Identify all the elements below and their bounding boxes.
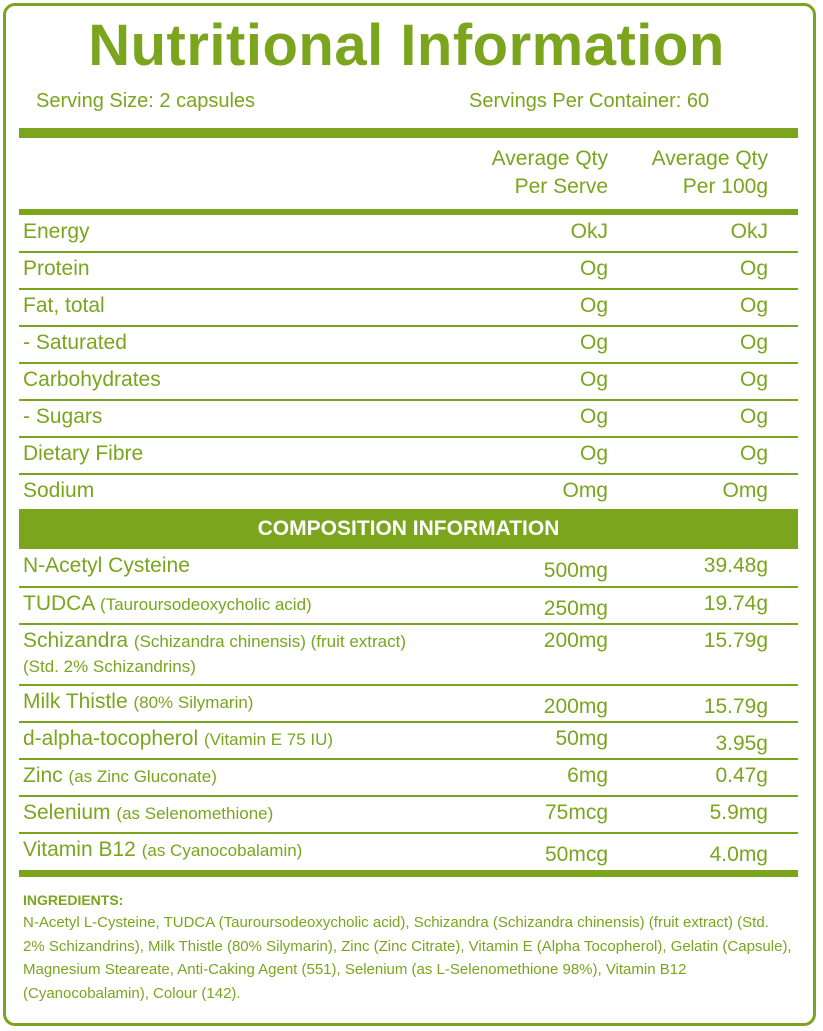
row-divider: [19, 436, 798, 438]
ingredient-name: Schizandra: [23, 629, 129, 652]
ingredient-name: N-Acetyl Cysteine: [23, 554, 190, 577]
per-serve-value: 500mg: [543, 559, 608, 582]
ingredient-name: Selenium: [23, 801, 111, 824]
per-serve-value: Og: [579, 294, 608, 317]
composition-header: COMPOSITION INFORMATION: [19, 509, 798, 549]
ingredient-detail: (as Selenomethione): [116, 804, 274, 823]
row-divider: [19, 721, 798, 723]
per-100g-value: Og: [739, 331, 768, 354]
nutrition-row: [19, 331, 798, 359]
row-divider: [19, 362, 798, 364]
per-100g-value: Og: [739, 442, 768, 465]
composition-row: [19, 764, 798, 795]
table-top-divider: [19, 209, 798, 215]
nutrition-row: [19, 479, 798, 507]
ingredients-divider: [19, 870, 798, 877]
per-serve-value: 200mg: [543, 629, 608, 652]
row-divider: [19, 795, 798, 797]
nutrition-row: [19, 294, 798, 322]
per-100g-value: Og: [739, 257, 768, 280]
ingredient-label: [23, 727, 333, 751]
per-serve-value: Og: [579, 442, 608, 465]
per-100g-value: Omg: [722, 479, 768, 502]
ingredient-detail: (as Zinc Gluconate): [68, 767, 217, 786]
nutrition-row: [19, 442, 798, 470]
composition-row: [19, 629, 798, 684]
per-100g-value: Og: [739, 294, 768, 317]
nutrient-label: Sodium: [23, 479, 95, 502]
ingredient-detail: (Tauroursodeoxycholic acid): [100, 595, 312, 614]
row-divider: [19, 758, 798, 760]
composition-row: [19, 554, 798, 586]
per-serve-value: 75mcg: [544, 801, 608, 824]
ingredient-detail-line2: (Std. 2% Schizandrins): [23, 657, 196, 676]
row-divider: [19, 684, 798, 686]
nutrient-label: Dietary Fibre: [23, 442, 144, 465]
nutrient-label: - Saturated: [23, 331, 127, 354]
per-100g-value: 19.74g: [703, 592, 768, 615]
ingredient-label: [23, 554, 190, 578]
per-100g-value: Og: [739, 368, 768, 391]
composition-row: [19, 727, 798, 758]
per-serve-value: 200mg: [543, 695, 608, 718]
nutrient-label: - Sugars: [23, 405, 103, 428]
composition-row: [19, 690, 798, 721]
per-100g-value: OkJ: [730, 220, 768, 243]
ingredient-detail: (Vitamin E 75 IU): [203, 730, 334, 749]
ingredient-name: TUDCA: [23, 592, 95, 615]
nutrient-label: Energy: [23, 220, 90, 243]
servings-per-container: Servings Per Container: 60: [469, 90, 710, 112]
per-serve-value: Og: [579, 257, 608, 280]
nutrition-row: [19, 220, 798, 248]
per-100g-value: 5.9mg: [709, 801, 768, 824]
row-divider: [19, 623, 798, 625]
ingredient-detail: (80% Silymarin): [133, 693, 254, 712]
per-100g-value: 15.79g: [703, 629, 768, 652]
ingredient-label: [23, 801, 273, 825]
nutrient-label: Fat, total: [23, 294, 105, 317]
composition-row: [19, 592, 798, 623]
ingredient-name: d-alpha-tocopherol: [23, 727, 199, 750]
ingredient-label: [23, 690, 253, 714]
row-divider: [19, 586, 798, 588]
per-serve-value: 50mg: [555, 727, 608, 750]
row-divider: [19, 832, 798, 834]
nutrient-label: Protein: [23, 257, 90, 280]
row-divider: [19, 399, 798, 401]
header-divider: [19, 128, 798, 138]
col-header-per-100g-line2: Per 100g: [682, 175, 768, 198]
ingredient-label: [23, 838, 302, 862]
ingredient-name: Milk Thistle: [23, 690, 128, 713]
ingredients-heading: INGREDIENTS:: [23, 892, 124, 908]
nutrition-row: [19, 257, 798, 285]
row-divider: [19, 325, 798, 327]
ingredient-label: [23, 764, 217, 788]
per-100g-value: Og: [739, 405, 768, 428]
col-header-per-100g-line1: Average Qty: [651, 147, 768, 170]
per-serve-value: 250mg: [543, 597, 608, 620]
ingredients-text: N-Acetyl L-Cysteine, TUDCA (Tauroursodeoxycholic acid), Schizandra (Schizandra chinensis) (fruit extract) (Std. 2% Schizandrins), Milk Thistle (80% Silymarin), Zinc (Zinc Citrate), Vitamin E (Alpha Tocopherol), Gelatin (Capsule), Magnesium Steareate, Anti-Caking Agent (551), Selenium (as L-Selenomethione 98%), Vitamin B12 (Cyanocobalamin), Colour (142).: [23, 914, 792, 1002]
composition-row: [19, 838, 798, 869]
per-serve-value: Omg: [562, 479, 608, 502]
nutrition-row: [19, 368, 798, 396]
ingredient-label: [23, 629, 406, 653]
ingredient-name: Vitamin B12: [23, 838, 136, 861]
nutrition-row: [19, 405, 798, 433]
ingredient-label: [23, 592, 312, 616]
page-title: Nutritional Information: [88, 13, 725, 78]
per-serve-value: 6mg: [567, 764, 608, 787]
col-header-per-serve-line2: Per Serve: [514, 175, 608, 198]
ingredient-detail: (Schizandra chinensis) (fruit extract): [133, 632, 406, 651]
per-serve-value: Og: [579, 331, 608, 354]
per-serve-value: OkJ: [570, 220, 608, 243]
row-divider: [19, 288, 798, 290]
per-100g-value: 0.47g: [715, 764, 768, 787]
col-header-per-100g: [600, 145, 768, 201]
nutrient-label: Carbohydrates: [23, 368, 161, 391]
composition-row: [19, 801, 798, 832]
per-100g-value: 4.0mg: [709, 843, 768, 866]
col-header-per-serve-line1: Average Qty: [491, 147, 608, 170]
per-100g-value: 15.79g: [703, 695, 768, 718]
row-divider: [19, 473, 798, 475]
per-100g-value: 39.48g: [703, 554, 768, 577]
ingredient-detail: (as Cyanocobalamin): [141, 841, 303, 860]
ingredient-name: Zinc: [23, 764, 63, 787]
per-serve-value: Og: [579, 368, 608, 391]
per-100g-value: 3.95g: [715, 732, 768, 755]
row-divider: [19, 251, 798, 253]
per-serve-value: Og: [579, 405, 608, 428]
serving-size: Serving Size: 2 capsules: [36, 90, 256, 112]
col-header-per-serve: [430, 145, 608, 201]
per-serve-value: 50mcg: [544, 843, 608, 866]
